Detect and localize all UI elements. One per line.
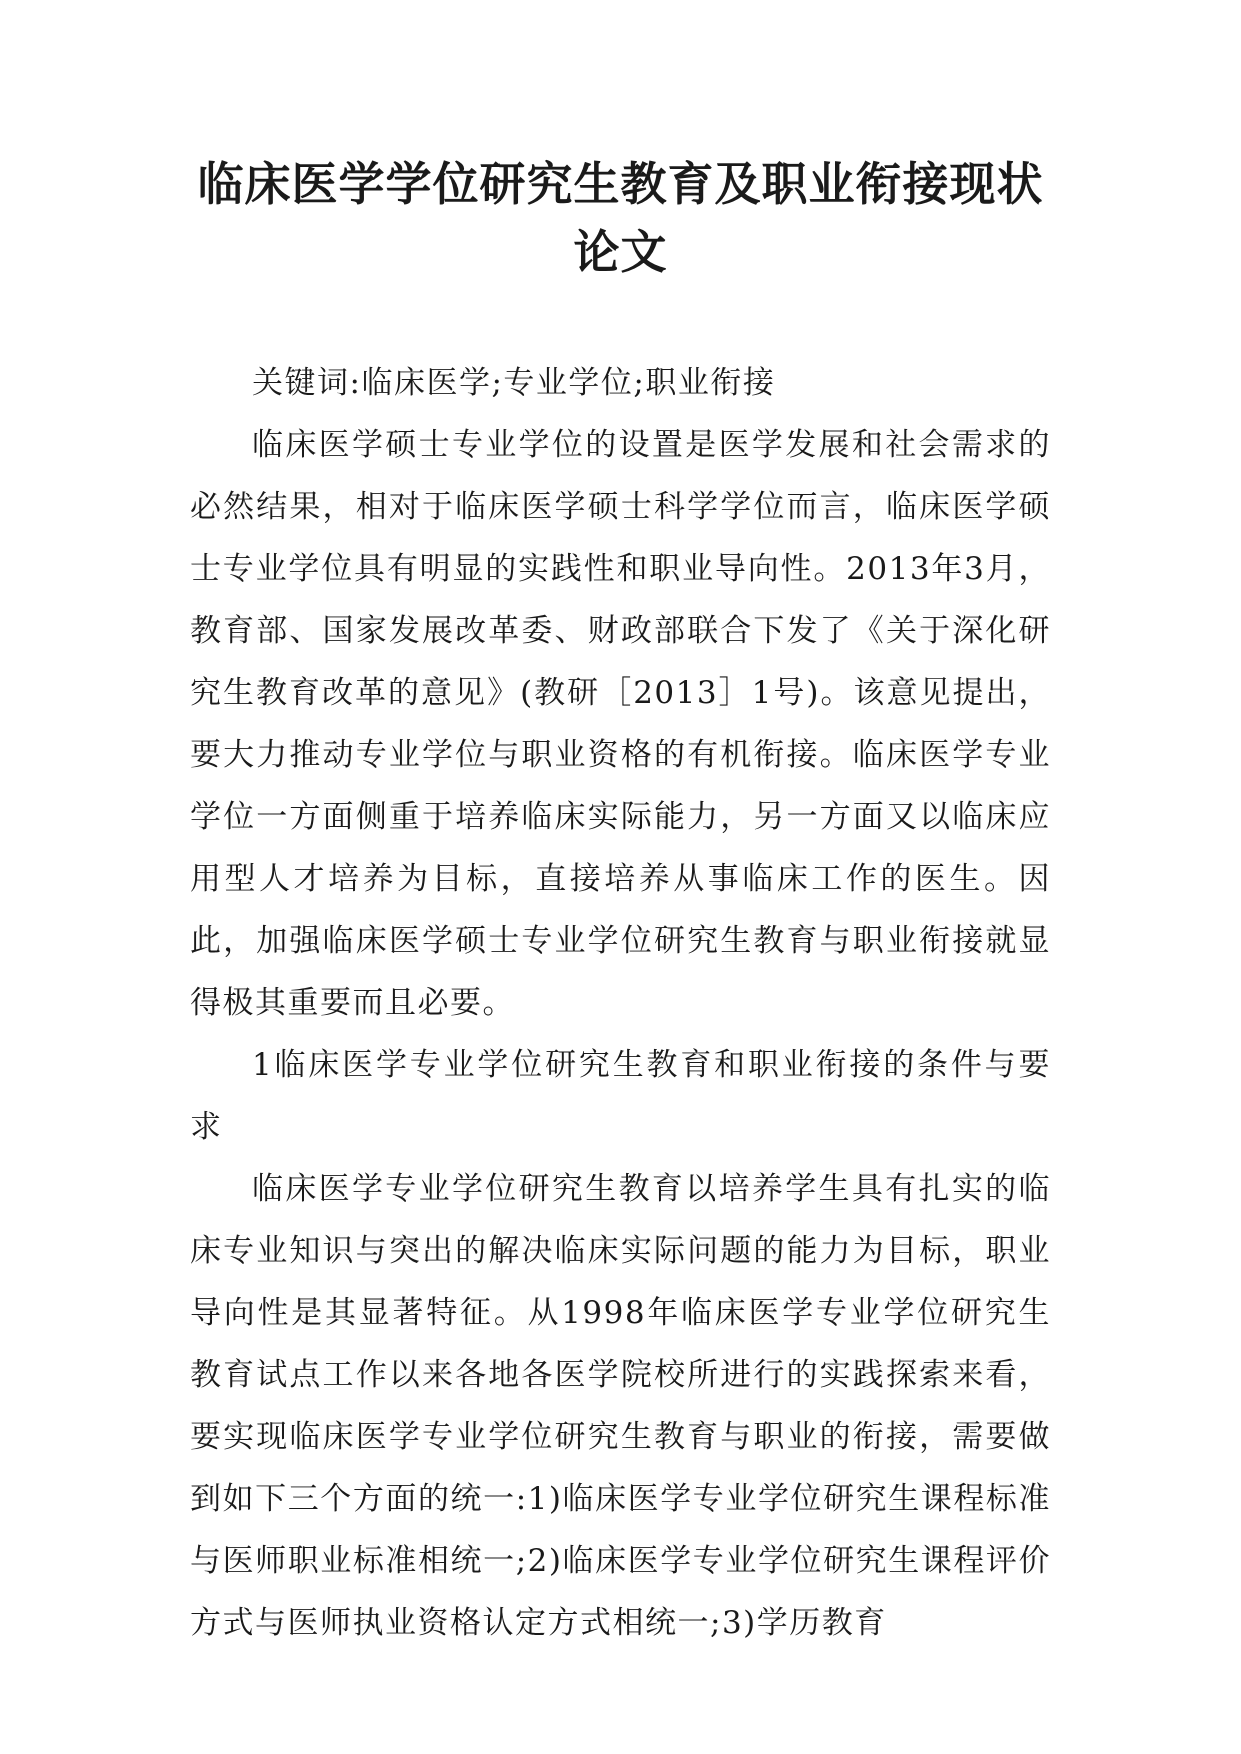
document-body bbox=[190, 352, 1051, 1654]
paragraph-section-1: 临床医学专业学位研究生教育以培养学生具有扎实的临床专业知识与突出的解决临床实际问题的能力为目标，职业导向性是其显著特征。从1998年临床医学专业学位研究生教育试点工作以来各地各医学院校所进行的实践探索来看，要实现临床医学专业学位研究生教育与职业的衔接，需要做到如下三个方面的统一:1)临床医学专业学位研究生课程标准与医师职业标准相统一;2)临床医学专业学位研究生课程评价方式与医师执业资格认定方式相统一;3)学历教育 bbox=[190, 1171, 1051, 1641]
paragraph-intro: 临床医学硕士专业学位的设置是医学发展和社会需求的必然结果，相对于临床医学硕士科学学位而言，临床医学硕士专业学位具有明显的实践性和职业导向性。2013年3月，教育部、国家发展改革委、财政部联合下发了《关于深化研究生教育改革的意见》(教研［2013］1号)。该意见提出，要大力推动专业学位与职业资格的有机衔接。临床医学专业学位一方面侧重于培养临床实际能力，另一方面又以临床应用型人才培养为目标，直接培养从事临床工作的医生。因此，加强临床医学硕士专业学位研究生教育与职业衔接就显得极其重要而且必要。 bbox=[190, 427, 1051, 1021]
document-title: 临床医学学位研究生教育及职业衔接现状论文 bbox=[197, 157, 1044, 279]
section-heading-1: 1临床医学专业学位研究生教育和职业衔接的条件与要求 bbox=[190, 1047, 1051, 1145]
keywords-line: 关键词:临床医学;专业学位;职业衔接 bbox=[252, 365, 776, 401]
